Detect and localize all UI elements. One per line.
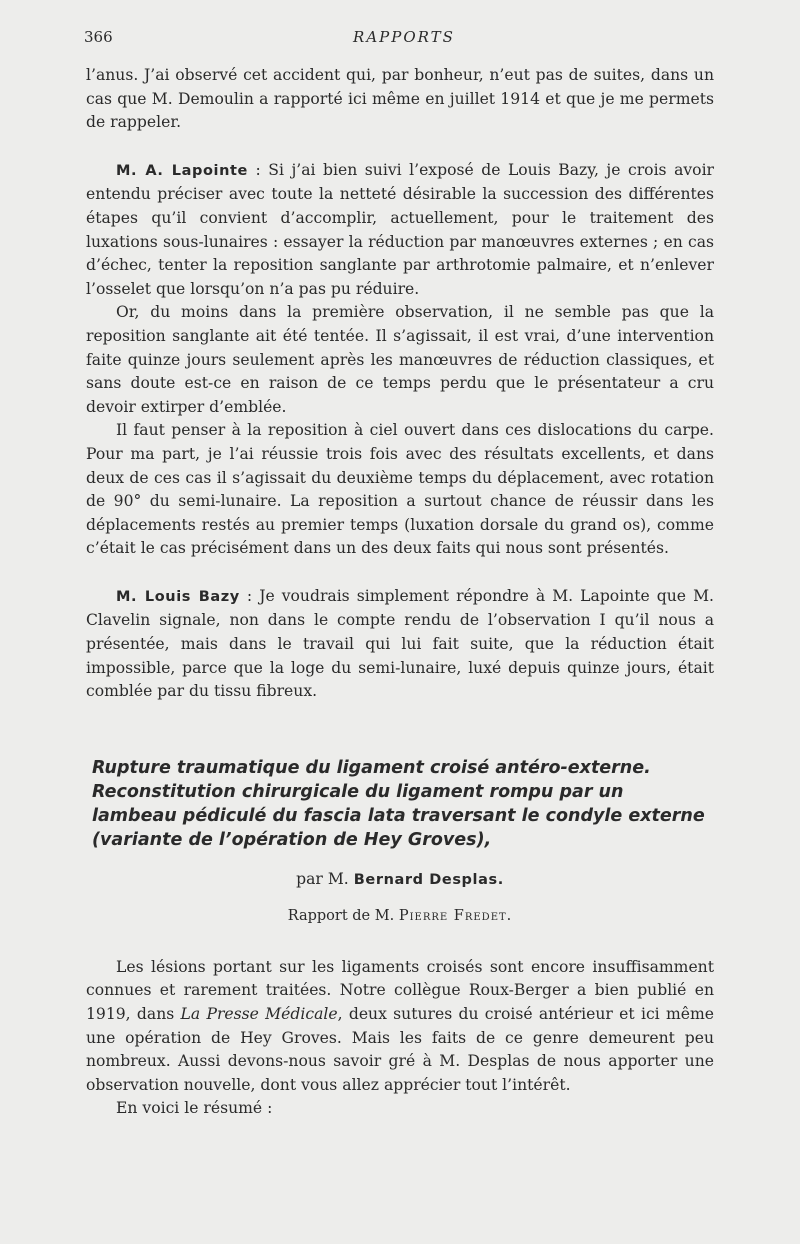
paragraph-bazy (86, 585, 714, 704)
byline-prefix: par M. (296, 869, 349, 888)
report-prefix: Rapport de M. (287, 907, 395, 924)
running-head: RAPPORTS (353, 28, 455, 46)
paragraph: Il faut penser à la reposition à ciel ouvert dans ces dislocations du carpe. Pour ma part, je l’ai réussie trois fois avec des résultats excellents, et dans deux de ces cas il s’agissait du deuxième temps du déplacement, avec rotation de 90° du semi-lunaire. La reposition a surtout chance de réussir dans les déplacements restés au premier temps (luxation dorsale du grand os), comme c’était le cas précisément dans un des deux faits qui nous sont présentés. (86, 421, 714, 558)
page-header (84, 28, 724, 50)
article-title: Rupture traumatique du ligament croisé antéro-externe. Reconstitution chirurgicale du ligament rompu par un lambeau pédiculé du fascia lata traversant le condyle externe (variante de l’opération de Hey Groves), (92, 757, 705, 850)
report-body (86, 956, 714, 1121)
paragraph-text: : Je voudrais simplement répondre à M. Lapointe que M. Clavelin signale, non dans le compte rendu de l’observation I qu’il nous a présentée, mais dans le travail qui lui fait suite, que la réduction était impossible, parce que la loge du semi-lunaire, luxé depuis quinze jours, était comblée par du tissu fibreux. (86, 586, 714, 701)
byline (86, 870, 714, 888)
page-content (86, 64, 714, 1121)
paragraph-lapointe (86, 159, 714, 302)
journal-title: La Presse Médicale (180, 1005, 338, 1024)
paragraph-text: : Si j’ai bien suivi l’exposé de Louis Bazy, je crois avoir entendu préciser avec toute la netteté désirable la succession des différentes étapes qu’il convient d’accomplir, actuellement, pour le traitement des luxations sous-lunaires : essayer la réduction par manœuvres externes ; en cas d’échec, tenter la reposition sanglante par arthrotomie palmaire, et n’enlever l’osselet que lorsqu’on n’a pas pu réduire. (86, 160, 715, 298)
paragraph: Les lésions portant sur les ligaments croisés sont encore insuffisamment connues et rarement traitées. Notre collègue Roux-Berger a bien publié en 1919, dans La Presse Médicale, deux sutures du croisé antérieur et ici même une opération de Hey Groves. Mais les faits de ce genre demeurent peu nombreux. Aussi devons-nous savoir gré à M. Desplas de nous apporter une observation nouvelle, dont vous allez apprécier tout l’intérêt. (86, 957, 714, 1094)
speaker-name: M. A. Lapointe (116, 162, 248, 179)
speaker-name: M. Louis Bazy (116, 588, 240, 605)
page-number: 366 (84, 28, 113, 46)
paragraph: Or, du moins dans la première observation, il ne semble pas que la reposition sanglante ait été tentée. Il s’agissait, il est vrai, d’une intervention faite quinze jours seulement après les manœuvres de réduction classiques, et sans doute est-ce en raison de ce temps perdu que le présentateur a cru devoir extirper d’emblée. (86, 303, 714, 416)
reporter-name: Pierre Fredet. (398, 907, 513, 924)
report-line (86, 908, 714, 924)
author-name: Bernard Desplas. (353, 871, 504, 888)
paragraph: l’anus. J’ai observé cet accident qui, par bonheur, n’eut pas de suites, dans un cas que M. Demoulin a rapporté ici même en juillet 1914 et que je me permets de rappeler. (86, 66, 714, 132)
paragraph: En voici le résumé : (116, 1099, 273, 1118)
